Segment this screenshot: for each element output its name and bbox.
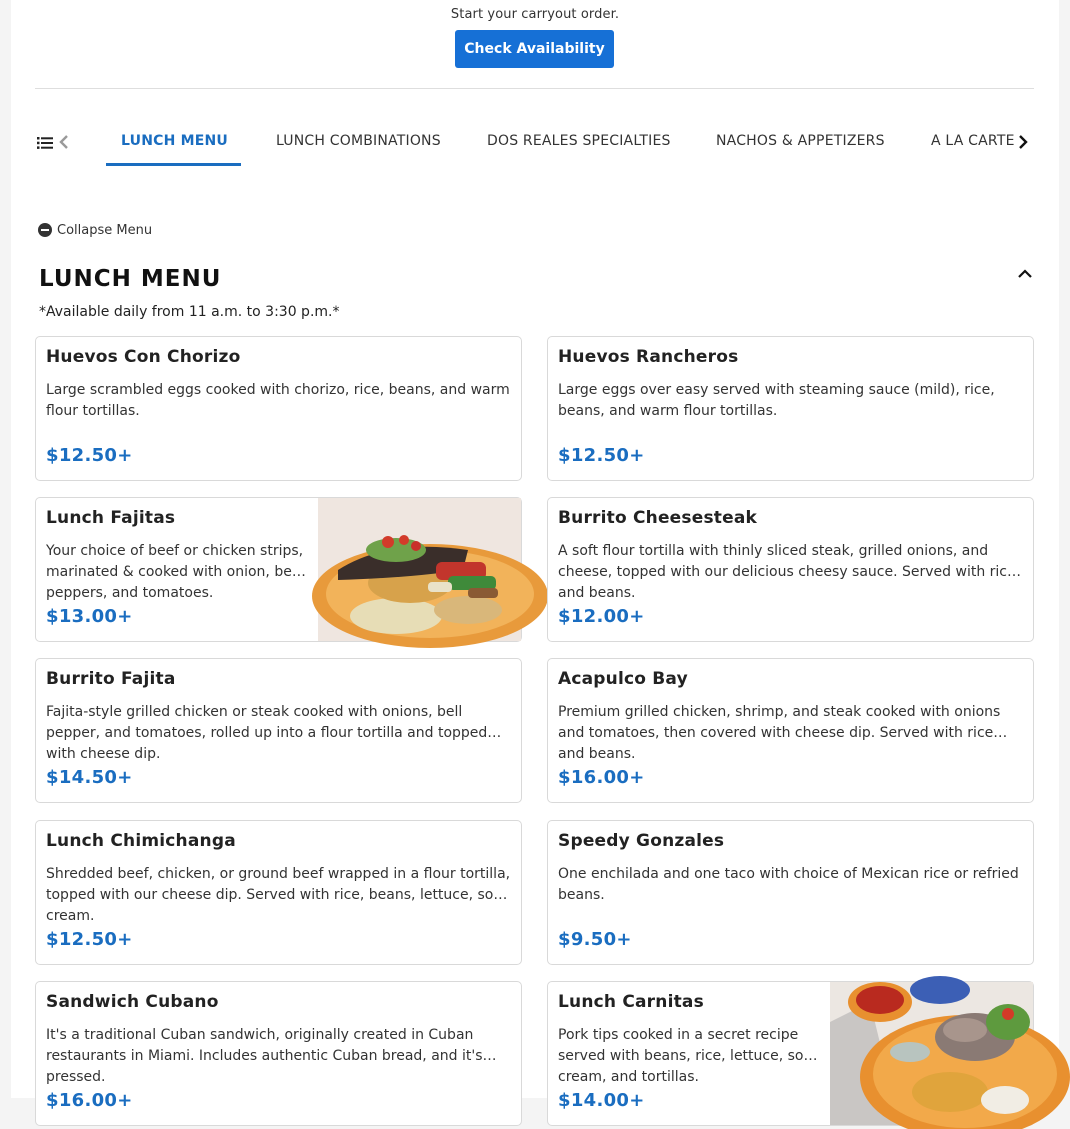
menu-item-price: $14.00+ (558, 1090, 645, 1111)
menu-item-description: Fajita-style grilled chicken or steak cooked with onions, bell pepper, and tomatoes, rolled up into a flour tortilla and topped with cheese dip. (46, 704, 488, 762)
menu-item-description: Large scrambled eggs cooked with chorizo, rice, beans, and warm flour tortillas. (46, 382, 510, 419)
menu-item-name: Huevos Rancheros (558, 347, 739, 367)
menu-item-photo (830, 982, 1033, 1125)
menu-item-description: Pork tips cooked in a secret recipe served with beans, rice, lettuce, sour cream, and tortillas. (558, 1027, 819, 1085)
menu-item-photo (318, 498, 521, 641)
category-tabs (106, 118, 1015, 168)
menu-item-name: Huevos Con Chorizo (46, 347, 241, 367)
carryout-banner (11, 0, 1059, 89)
menu-item-price: $12.00+ (558, 606, 645, 627)
divider (35, 88, 1034, 89)
menu-item-description: Premium grilled chicken, shrimp, and steak cooked with onions and tomatoes, then covered with cheese dip. Served with rice and beans. (558, 704, 1001, 762)
menu-item-name: Lunch Carnitas (558, 992, 704, 1012)
page (11, 0, 1059, 1111)
chevron-left-icon[interactable] (58, 133, 70, 151)
category-nav (11, 118, 1059, 168)
menu-item-card[interactable] (35, 336, 522, 481)
collapse-menu-label: Collapse Menu (57, 222, 153, 238)
tab-nachos-appetizers[interactable]: NACHOS & APPETIZERS (716, 133, 885, 149)
menu-item-card[interactable] (35, 820, 522, 965)
menu-item-price: $13.00+ (46, 606, 133, 627)
menu-item-price: $14.50+ (46, 767, 133, 788)
menu-item-price: $12.50+ (46, 929, 133, 950)
menu-item-name: Acapulco Bay (558, 669, 688, 689)
tab-a-la-carte[interactable]: A LA CARTE (931, 133, 1015, 149)
menu-item-name: Lunch Chimichanga (46, 831, 236, 851)
menu-item-card[interactable] (35, 497, 522, 642)
menu-item-price: $12.50+ (46, 445, 133, 466)
carryout-prompt: Start your carryout order. (450, 7, 620, 22)
menu-item-description: Shredded beef, chicken, or ground beef wrapped in a flour tortilla, topped with our cheese dip. Served with rice, beans, lettuce, sour cream. (46, 866, 511, 924)
tab-lunch-combinations[interactable]: LUNCH COMBINATIONS (276, 133, 441, 149)
menu-item-description: It's a traditional Cuban sandwich, originally created in Cuban restaurants in Miami. Includes authentic Cuban bread, and it's pressed. (46, 1027, 483, 1085)
tab-dos-reales-specialties[interactable]: DOS REALES SPECIALTIES (487, 133, 671, 149)
menu-item-card[interactable] (35, 658, 522, 803)
menu-item-name: Sandwich Cubano (46, 992, 219, 1012)
menu-item-price: $16.00+ (558, 767, 645, 788)
menu-item-card[interactable] (547, 336, 1034, 481)
collapse-menu-button[interactable] (38, 222, 152, 238)
tab-lunch-menu[interactable]: LUNCH MENU (106, 118, 241, 166)
menu-item-description: Large eggs over easy served with steaming sauce (mild), rice, beans, and warm flour tortillas. (558, 382, 995, 419)
minus-circle-icon (38, 223, 52, 237)
menu-item-price: $9.50+ (558, 929, 632, 950)
section-title: LUNCH MENU (39, 266, 222, 292)
menu-item-description: A soft flour tortilla with thinly sliced steak, grilled onions, and cheese, topped with our delicious cheesy sauce. Served with rice and beans. (558, 543, 1016, 601)
chevron-right-icon[interactable] (1016, 133, 1030, 151)
menu-item-card[interactable] (547, 658, 1034, 803)
chevron-up-icon[interactable] (1017, 266, 1033, 280)
menu-item-name: Lunch Fajitas (46, 508, 176, 528)
menu-item-card[interactable] (547, 497, 1034, 642)
check-availability-button[interactable]: Check Availability (455, 30, 614, 68)
list-icon[interactable] (37, 136, 53, 150)
section-note: *Available daily from 11 a.m. to 3:30 p.m.* (39, 304, 340, 320)
menu-item-card[interactable] (547, 820, 1034, 965)
menu-item-price: $12.50+ (558, 445, 645, 466)
menu-item-card[interactable] (35, 981, 522, 1126)
menu-item-price: $16.00+ (46, 1090, 133, 1111)
menu-item-description: One enchilada and one taco with choice of Mexican rice or refried beans. (558, 866, 1019, 903)
menu-item-card[interactable] (547, 981, 1034, 1126)
menu-item-name: Burrito Fajita (46, 669, 176, 689)
menu-item-name: Speedy Gonzales (558, 831, 725, 851)
menu-item-description: Your choice of beef or chicken strips, marinated & cooked with onion, bell peppers, and tomatoes. (46, 543, 304, 601)
menu-item-name: Burrito Cheesesteak (558, 508, 758, 528)
